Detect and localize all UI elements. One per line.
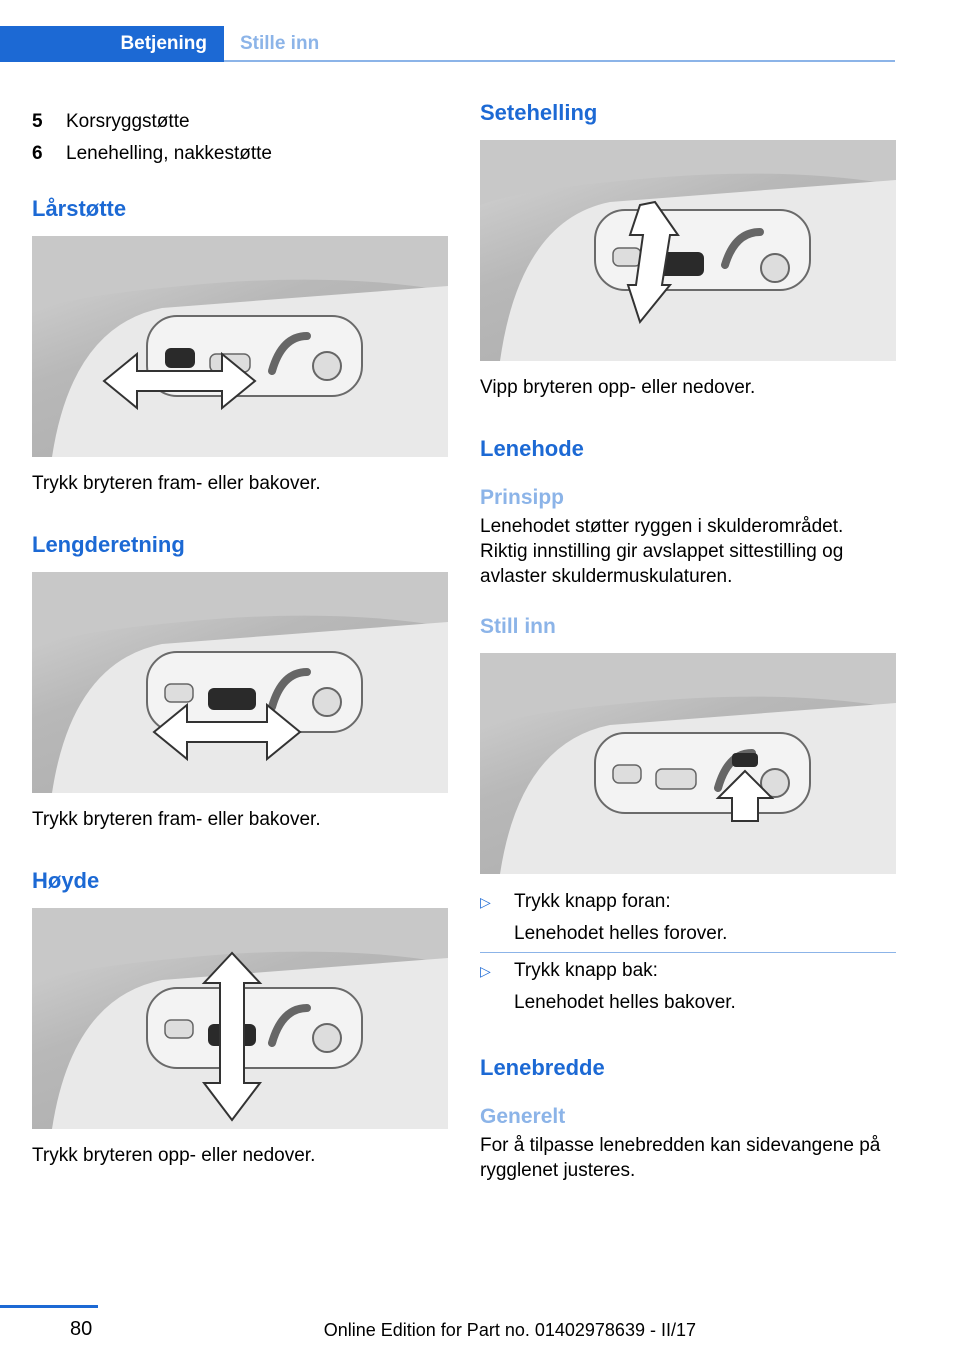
bullet-label: Trykk knapp foran: bbox=[514, 891, 671, 912]
page-number: 80 bbox=[70, 1318, 93, 1340]
seat-control-figure-still-inn bbox=[480, 653, 896, 874]
generelt-text: For å tilpasse lenebredden kan sidevangene på rygglenet justeres. bbox=[480, 1135, 881, 1181]
caption-setehelling: Vipp bryteren opp- eller nedover. bbox=[480, 377, 756, 398]
seat-control-figure-setehelling bbox=[480, 140, 896, 361]
list-item bbox=[480, 886, 896, 918]
footer-accent-bar bbox=[0, 1305, 98, 1308]
subsection-title-generelt: Generelt bbox=[480, 1105, 566, 1128]
seat-control-figure-larstotte bbox=[32, 236, 448, 457]
section-title-lengderetning: Lengderetning bbox=[32, 532, 185, 557]
bullet-label: Trykk knapp bak: bbox=[514, 960, 658, 981]
seat-control-figure-lengderetning bbox=[32, 572, 448, 793]
subsection-title-still-inn: Still inn bbox=[480, 615, 556, 638]
tab-underline bbox=[224, 60, 895, 62]
list-item bbox=[32, 138, 448, 170]
list-item bbox=[32, 106, 448, 138]
seat-control-figure-hoyde bbox=[32, 908, 448, 1129]
list-item bbox=[480, 955, 896, 987]
section-title-hoyde: Høyde bbox=[32, 868, 100, 893]
list-number: 5 bbox=[32, 111, 43, 132]
bullet-list bbox=[480, 886, 896, 1019]
bullet-sub: Lenehodet helles forover. bbox=[514, 923, 728, 944]
list-label: Lenehelling, nakkestøtte bbox=[66, 143, 272, 164]
tab-betjening[interactable]: Betjening bbox=[0, 26, 224, 62]
section-title-setehelling: Setehelling bbox=[480, 100, 598, 125]
edition-text: Online Edition for Part no. 01402978639 - II/17 bbox=[323, 1320, 696, 1340]
section-title-lenebredde: Lenebredde bbox=[480, 1055, 605, 1080]
caption-larstotte: Trykk bryteren fram- eller bakover. bbox=[32, 473, 321, 494]
bullet-sub: Lenehodet helles bakover. bbox=[514, 992, 736, 1013]
right-column bbox=[480, 100, 896, 1183]
divider bbox=[480, 952, 896, 953]
prinsipp-text: Lenehodet støtter ryggen i skulderområdet. Riktig innstilling gir avslappet sittestilling og avlaster skuldermuskulaturen. bbox=[480, 516, 844, 587]
caption-lengderetning: Trykk bryteren fram- eller bakover. bbox=[32, 809, 321, 830]
section-title-lenehode: Lenehode bbox=[480, 436, 584, 461]
list-number: 6 bbox=[32, 143, 43, 164]
tab-stille-inn[interactable]: Stille inn bbox=[240, 33, 320, 54]
subsection-title-prinsipp: Prinsipp bbox=[480, 486, 565, 509]
caption-hoyde: Trykk bryteren opp- eller nedover. bbox=[32, 1145, 316, 1166]
list-label: Korsryggstøtte bbox=[66, 111, 190, 132]
header-tabs bbox=[0, 26, 895, 62]
left-column bbox=[32, 110, 448, 1168]
triangle-right-outline-icon: ▷ bbox=[480, 963, 491, 979]
triangle-right-outline-icon: ▷ bbox=[480, 894, 491, 910]
section-title-larstotte: Lårstøtte bbox=[32, 196, 127, 221]
